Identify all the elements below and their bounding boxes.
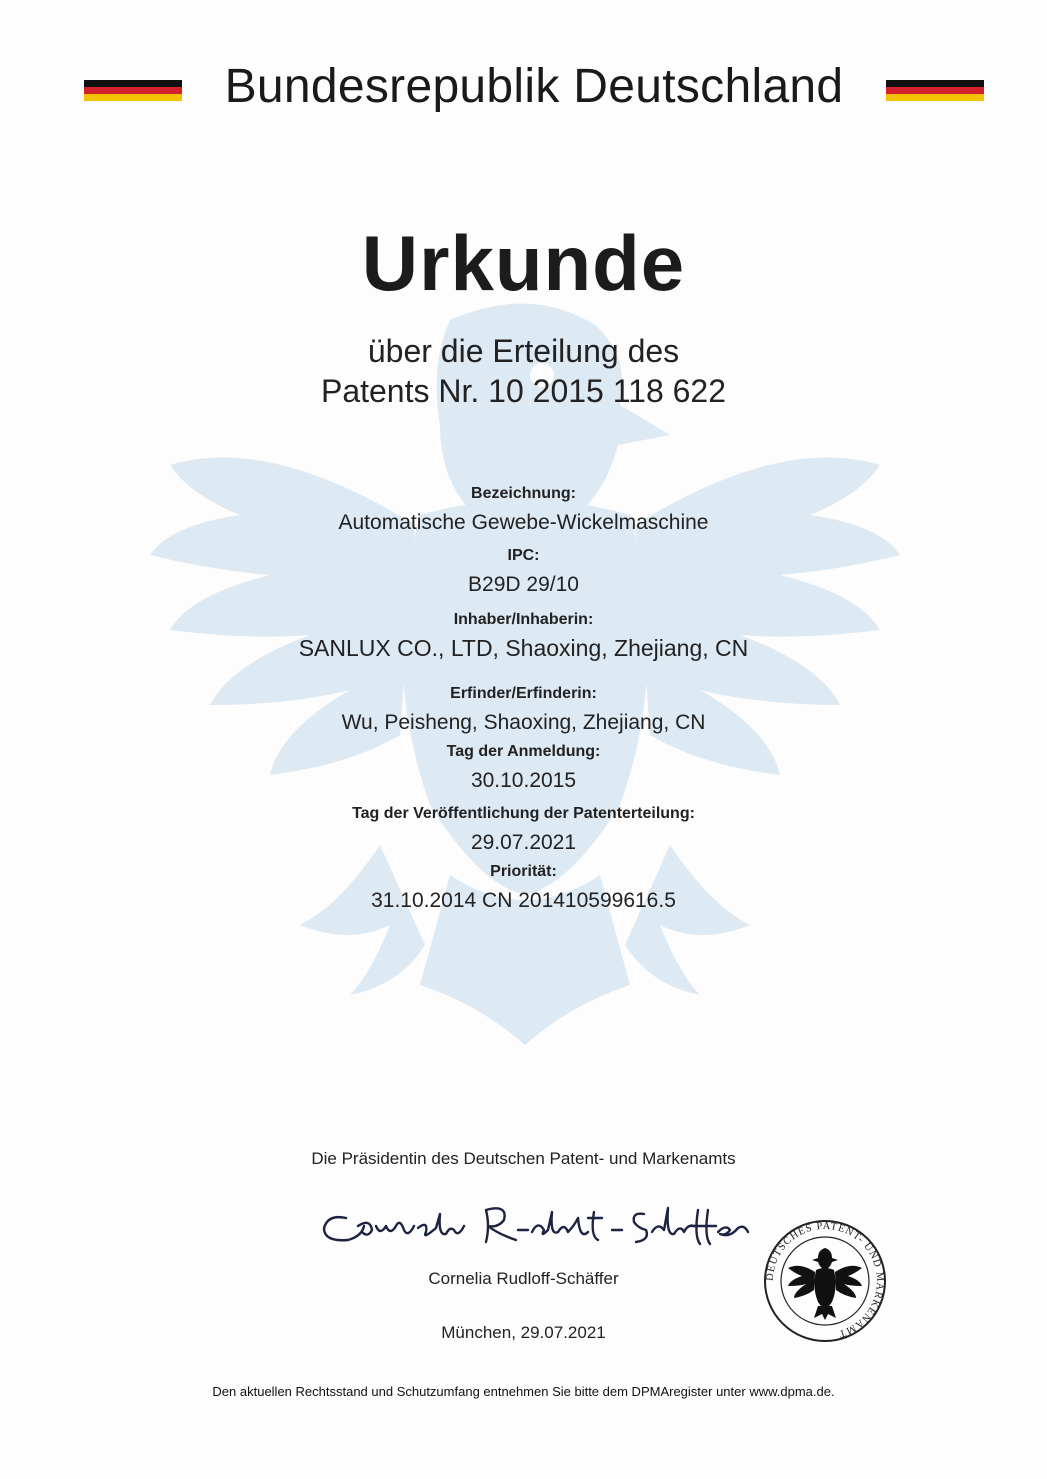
field-label: Tag der Veröffentlichung der Patenterteilung: (352, 805, 695, 822)
certificate-title: Urkunde (361, 219, 686, 307)
handwritten-signature (318, 1196, 758, 1258)
field-priority (0, 862, 1047, 914)
field-label: Bezeichnung: (471, 485, 576, 502)
field-designation (0, 484, 1047, 536)
field-grant-publication-date (0, 804, 1047, 856)
field-value: 31.10.2014 CN 201410599616.5 (371, 889, 676, 912)
field-owner (0, 610, 1047, 662)
field-label: Erfinder/Erfinderin: (450, 685, 597, 702)
legal-status-note: Den aktuellen Rechtsstand und Schutzumfang entnehmen Sie bitte dem DPMAregister unter www.dpma.de. (212, 1384, 835, 1399)
dpma-seal-icon (762, 1218, 888, 1344)
field-value: 30.10.2015 (470, 769, 577, 792)
field-label: Inhaber/Inhaberin: (453, 611, 594, 628)
field-value: Automatische Gewebe-Wickelmaschine (338, 511, 709, 534)
german-flag-icon (886, 80, 984, 101)
field-value: Wu, Peisheng, Shaoxing, Zhejiang, CN (341, 711, 706, 734)
field-filing-date (0, 742, 1047, 794)
field-label: Priorität: (490, 863, 557, 880)
certificate-header (0, 56, 1047, 118)
signer-name: Cornelia Rudloff-Schäffer (428, 1269, 619, 1288)
field-label: Tag der Anmeldung: (446, 743, 601, 760)
field-value: SANLUX CO., LTD, Shaoxing, Zhejiang, CN (298, 635, 749, 661)
field-value: 29.07.2021 (470, 831, 577, 854)
german-flag-icon (84, 80, 182, 101)
patent-number: Patents Nr. 10 2015 118 622 (320, 373, 727, 409)
office-president-text: Die Präsidentin des Deutschen Patent- und Markenamts (311, 1149, 736, 1168)
field-value: B29D 29/10 (468, 573, 579, 596)
field-inventor (0, 684, 1047, 736)
field-ipc (0, 546, 1047, 598)
place-and-date: München, 29.07.2021 (441, 1323, 606, 1342)
certificate-subtitle (0, 331, 1047, 411)
subtitle-line-1: über die Erteilung des (367, 333, 680, 369)
svg-text:DEUTSCHES PATENT- UND MARKENAM: DEUTSCHES PATENT- UND MARKENAMT (764, 1220, 886, 1340)
country-title: Bundesrepublik Deutschland (224, 60, 844, 113)
field-label: IPC: (507, 547, 540, 564)
patent-fields (0, 484, 1047, 914)
